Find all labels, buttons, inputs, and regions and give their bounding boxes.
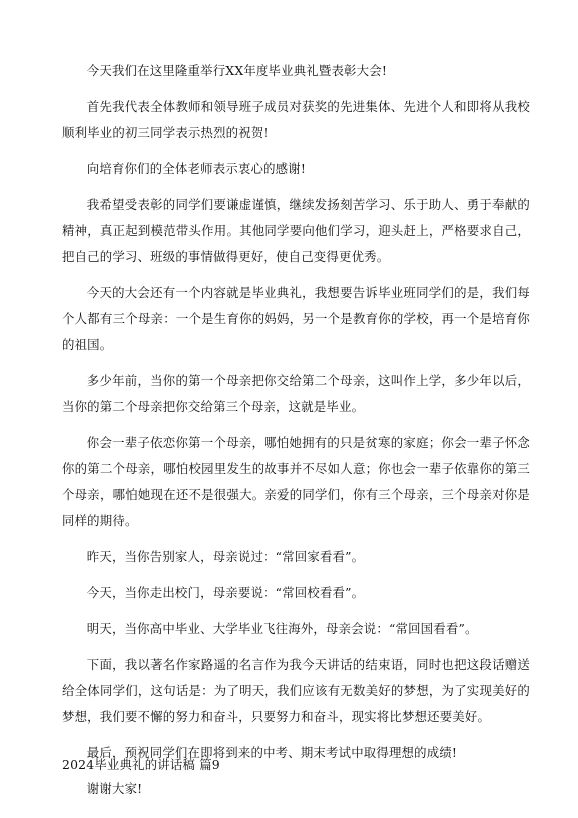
paragraph-three-mothers: 今天的大会还有一个内容就是毕业典礼，我想要告诉毕业班同学们的是，我们每个人都有三个母亲：一个是生育你的妈妈，另一个是教育你的学校，再一个是培育你的祖国。	[62, 285, 530, 352]
paragraph-wishes: 最后，预祝同学们在即将到来的中考、期末考试中取得理想的成绩!	[86, 745, 458, 760]
next-section-title: 2024毕业典礼的讲话稿 篇9	[62, 757, 220, 772]
paragraph-attachment: 你会一辈子依恋你第一个母亲，哪怕她拥有的只是贫寒的家庭；你会一辈子怀念你的第二个母亲，哪怕校园里发生的故事并不尽如人意；你也会一辈子依靠你的第三个母亲，哪怕她现在还不是很强大。亲爱的同学们，你有三个母亲，三个母亲对你是同样的期待。	[62, 435, 530, 528]
paragraph-opening: 今天我们在这里隆重举行XX年度毕业典礼暨表彰大会!	[86, 63, 388, 78]
paragraph-hope: 我希望受表彰的同学们要谦虚谨慎，继续发扬刻苦学习、乐于助人、勇于奉献的精神，真正起到模范带头作用。其他同学要向他们学习，迎头赶上，严格要求自己，把自己的学习、班级的事情做得更好，使自己变得更优秀。	[62, 197, 530, 264]
paragraph-closing-quote: 下面，我以著名作家路遥的名言作为我今天讲话的结束语，同时也把这段话赠送给全体同学们，这句话是：为了明天，我们应该有无数美好的梦想，为了实现美好的梦想，我们要不懈的努力和奋斗，只要努力和奋斗，现实将比梦想还要美好。	[62, 657, 530, 724]
paragraph-thank-you: 谢谢大家!	[86, 781, 143, 796]
paragraph-today: 今天，当你走出校门，母亲要说：“常回校看看”。	[86, 585, 365, 600]
paragraph-tomorrow: 明天，当你高中毕业、大学毕业飞往海外，母亲会说：“常回国看看”。	[86, 621, 478, 636]
paragraph-congratulations: 首先我代表全体教师和领导班子成员对获奖的先进集体、先进个人和即将从我校顺利毕业的初三同学表示热烈的祝贺!	[62, 99, 530, 140]
paragraph-years-ago: 多少年前，当你的第一个母亲把你交给第二个母亲，这叫作上学，多少年以后，当你的第二个母亲把你交给第三个母亲，这就是毕业。	[62, 373, 530, 414]
paragraph-thanks-teachers: 向培育你们的全体老师表示衷心的感谢!	[86, 161, 307, 176]
paragraph-yesterday: 昨天，当你告别家人，母亲说过：“常回家看看”。	[86, 549, 365, 564]
